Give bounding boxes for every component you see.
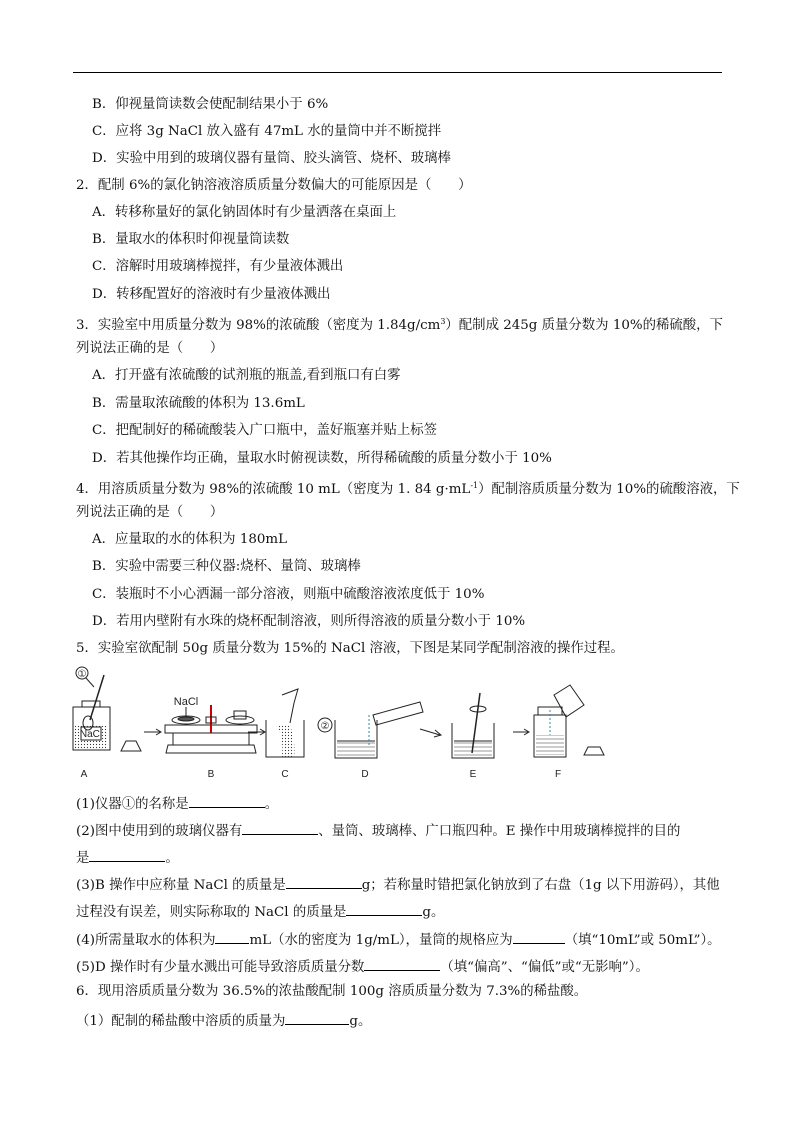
- answer-blank[interactable]: [364, 956, 440, 971]
- solution-preparation-figure: [68, 665, 608, 785]
- q5-sub-2-line2: [76, 847, 179, 868]
- q3-superscript: 3: [440, 317, 446, 326]
- q3-option-c: C．把配制好的稀硫酸装入广口瓶中，盖好瓶塞并贴上标签: [92, 423, 438, 438]
- answer-blank[interactable]: [242, 820, 318, 835]
- q5-sub-4: [76, 929, 721, 950]
- q2-option-d: D．转移配置好的溶液时有少量液体溅出: [92, 287, 331, 302]
- q5-sub-1: [76, 793, 278, 814]
- q5-sub-3-l2-text: 过程没有误差，则实际称取的 NaCl 的质量是: [76, 905, 347, 920]
- q5-sub-3-line2: [76, 901, 444, 922]
- q4-option-c: C．装瓶时不小心洒漏一部分溶液，则瓶中硫酸溶液浓度低于 10%: [92, 587, 485, 602]
- question-4-line2: 列说法正确的是（ ）: [76, 505, 224, 520]
- q4-option-b: B．实验中需要三种仪器:烧杯、量筒、玻璃棒: [92, 559, 361, 574]
- q5-sub-4-text-b: mL（水的密度为 1g/mL），量筒的规格应为: [249, 933, 513, 948]
- q6-sub-1-end: g。: [349, 1014, 372, 1029]
- q4-superscript: -1: [470, 481, 479, 490]
- q5-sub-3-text-b: g；若称量时错把氯化钠放到了右盘（1g 以下用游码），其他: [361, 878, 720, 893]
- q4-text-b: ）配制溶质质量分数为 10%的硫酸溶液，下: [478, 482, 740, 497]
- step-label-b: B: [207, 769, 215, 780]
- q1-option-c: C．应将 3g NaCl 放入盛有 47mL 水的量筒中并不断搅拌: [92, 124, 442, 139]
- answer-blank[interactable]: [286, 874, 362, 889]
- q5-sub-4-text: (4)所需量取水的体积为: [76, 933, 216, 948]
- q3-text-b: ）配制成 245g 质量分数为 10%的稀硫酸，下: [445, 318, 723, 333]
- step-b-balance: [165, 696, 257, 753]
- q1-option-b: B．仰视量筒读数会使配制结果小于 6%: [92, 97, 329, 112]
- step-label-a: A: [80, 769, 88, 780]
- q5-sub-4-end: （填“10mL”或 50mL”）。: [564, 933, 721, 948]
- q5-sub-2: [76, 820, 680, 841]
- q5-sub-5: [76, 956, 649, 977]
- q2-option-b: B．量取水的体积时仰视量筒读数: [92, 232, 290, 247]
- q5-sub-3-text: (3)B 操作中应称量 NaCl 的质量是: [76, 878, 286, 893]
- q5-sub-1-end: 。: [264, 797, 279, 812]
- q5-sub-3: [76, 874, 720, 895]
- q3-option-d: D．若其他操作均正确，量取水时俯视读数，所得稀硫酸的质量分数小于 10%: [92, 451, 552, 466]
- question-6: 6．现用溶质质量分数为 36.5%的浓盐酸配制 100g 溶质质量分数为 7.3%的稀盐酸。: [76, 984, 588, 999]
- procedure-diagram: [68, 665, 608, 785]
- q4-option-d: D．若用内壁附有水珠的烧杯配制溶液，则所得溶液的质量分数小于 10%: [92, 614, 526, 629]
- q3-option-b: B．需量取浓硫酸的体积为 13.6mL: [92, 396, 305, 411]
- q4-option-a: A．应量取的水的体积为 180mL: [92, 532, 287, 547]
- step-e-stirring: [452, 693, 494, 758]
- step-label-f: F: [554, 769, 562, 780]
- q3-option-a: A．打开盛有浓硫酸的试剂瓶的瓶盖,看到瓶口有白雾: [92, 368, 401, 383]
- q5-sub-3-l2-end: g。: [422, 905, 445, 920]
- q5-sub-2-l2-text: 是: [76, 851, 90, 866]
- step-label-d: D: [361, 769, 369, 780]
- answer-blank[interactable]: [346, 901, 422, 916]
- question-3-line2: 列说法正确的是（ ）: [76, 341, 224, 356]
- step-label-c: C: [281, 769, 289, 780]
- step-c-beaker: [266, 689, 332, 757]
- step-a-reagent-bottle: [73, 667, 141, 751]
- nacl-bottle-label: NaCl: [79, 729, 103, 740]
- question-2: 2．配制 6%的氯化钠溶液溶质质量分数偏大的可能原因是（ ）: [76, 178, 472, 193]
- answer-blank[interactable]: [285, 1010, 349, 1025]
- q5-sub-1-text: (1)仪器①的名称是: [76, 797, 189, 812]
- q5-sub-2-text-b: 、量筒、玻璃棒、广口瓶四种。E 操作中用玻璃棒搅拌的目的: [318, 824, 681, 839]
- q5-sub-5-end: （填“偏高”、“偏低”或“无影响”）。: [440, 960, 649, 975]
- q5-sub-2-text: (2)图中使用到的玻璃仪器有: [76, 824, 243, 839]
- q1-option-d: D．实验中用到的玻璃仪器有量筒、胶头滴管、烧杯、玻璃棒: [92, 151, 451, 166]
- nacl-label: NaCl: [173, 696, 199, 708]
- q2-option-c: C．溶解时用玻璃棒搅拌，有少量液体溅出: [92, 259, 344, 274]
- question-4: [76, 477, 740, 499]
- answer-blank[interactable]: [513, 929, 565, 944]
- answer-blank[interactable]: [189, 793, 265, 808]
- step-f-bottling: [534, 685, 604, 757]
- question-3: [76, 313, 723, 335]
- header-rule: [73, 72, 722, 73]
- q4-text-a: 4．用溶质质量分数为 98%的浓硫酸 10 mL（密度为 1. 84 g·mL: [76, 482, 471, 497]
- q3-text-a: 3．实验室中用质量分数为 98%的浓硫酸（密度为 1.84g/cm: [76, 318, 441, 333]
- question-5: 5．实验室欲配制 50g 质量分数为 15%的 NaCl 溶液，下图是某同学配制溶液的操作过程。: [76, 641, 624, 656]
- circle-label-2: ②: [320, 721, 330, 732]
- q5-sub-2-l2-end: 。: [165, 851, 179, 866]
- answer-blank[interactable]: [215, 929, 249, 944]
- circle-label-1: ①: [77, 669, 87, 680]
- answer-blank[interactable]: [89, 847, 165, 862]
- q2-option-a: A．转移称量好的氯化钠固体时有少量洒落在桌面上: [92, 205, 397, 220]
- step-d-pouring: [335, 702, 423, 758]
- q5-sub-5-text: (5)D 操作时有少量水溅出可能导致溶质质量分数: [76, 960, 365, 975]
- q6-sub-1-text: （1）配制的稀盐酸中溶质的质量为: [76, 1014, 286, 1029]
- q6-sub-1: [76, 1010, 371, 1031]
- step-label-e: E: [469, 769, 477, 780]
